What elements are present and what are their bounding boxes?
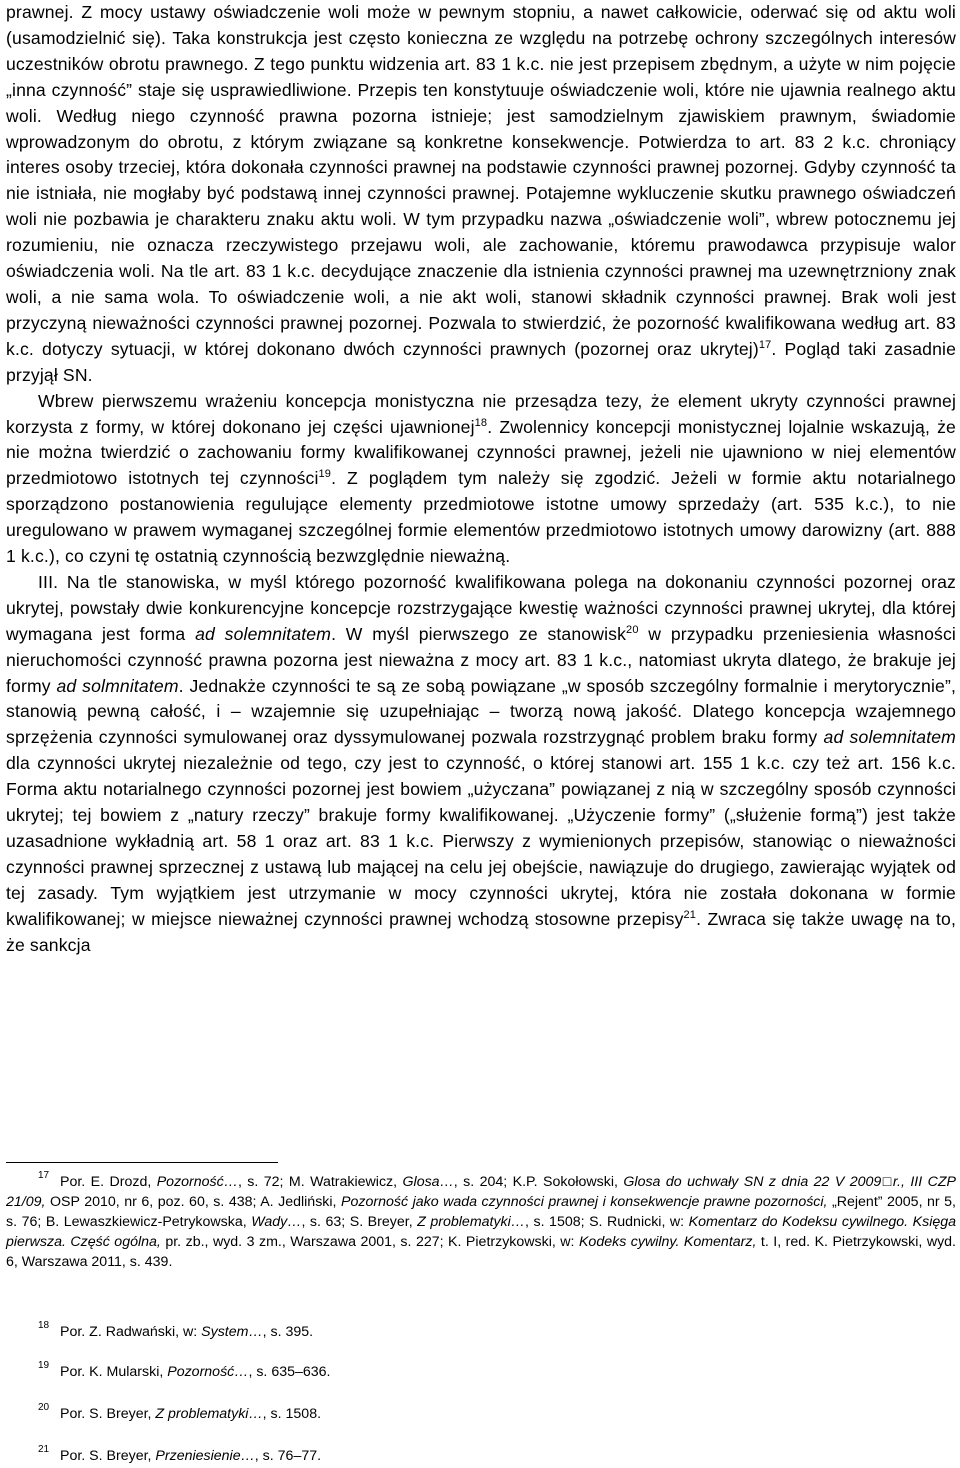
main-text	[6, 0, 956, 959]
paragraph-3-text-a: III. Na tle stanowiska, w myśl którego pozorność kwalifikowana polega na dokonaniu czynności pozornej oraz ukrytej, powstały dwie konkurencyjne koncepcje rozstrzygające kwestię ważności czynności prawnej ukrytej, dla której wymagana jest forma	[6, 571, 956, 644]
footnote-number: 19	[38, 1360, 50, 1371]
paragraph-3	[6, 570, 956, 959]
footnote-segment: , s. 635–636.	[248, 1364, 331, 1380]
footnote-italic: Pozorność jako wada czynności prawnej i konsekwencje prawne pozorności,	[341, 1194, 828, 1211]
footnote-segment: Por. Z. Radwański, w:	[60, 1324, 202, 1340]
footnote-ref-19[interactable]: 19	[318, 468, 332, 481]
paragraph-3-italic-3: ad solemnitatem	[823, 727, 956, 748]
footnote-number: 21	[38, 1444, 50, 1455]
footnote-italic: Kodeks cywilny. Komentarz,	[578, 1234, 757, 1251]
footnote-text	[6, 1446, 956, 1466]
paragraph-1-tail: . Pogląd taki zasadnie przyjął SN.	[6, 338, 956, 385]
footnote-italic: Przeniesienie…	[155, 1448, 255, 1464]
footnote-italic: Pozorność…	[167, 1364, 249, 1380]
paragraph-2-text-c: . Z poglądem tym należy się zgodzić. Jeżeli w formie aktu notarialnego sporządzono postanowienia regulujące elementy przedmiotowe istotne umowy sprzedaży (art. 535 k.c.), to nie uregulowano w prawem wymaganej szczególnej formie elementów przedmiotowo istotnych umowy darowizny (art. 888 1 k.c.), co czyni tę ostatnią czynnością bezwzględnie nieważną.	[6, 468, 956, 567]
footnote-segment: , s. 72; M. Watrakiewicz,	[237, 1174, 403, 1190]
footnote-italic: Z problematyki…	[155, 1406, 263, 1422]
paragraph-3-text-e: dla czynności ukrytej niezależnie od tego, czy jest to czynność, o której stanowi art. 155 1 k.c. czy też art. 156 k.c. Forma aktu notarialnego czynności pozornej jest bowiem „użyczana” powiązanej z nią w szczególny sposób czynności ukrytej; tej bowiem z „natury rzeczy” brakuje formy kwalifikowanej. „Użyczenie formy” („służenie formą”) jest także uzasadnione wykładnią art. 58 1 oraz art. 83 1 k.c. Pierwszy z wymienionych przepisów, stanowiąc o nieważności czynności prawnej sprzecznej z ustawą lub mającej na celu jej obejście, nawiązuje do drugiego, zawierając wyjątek od tej zasady. Tym wyjątkiem jest utrzymanie w mocy czynności ukrytej, która nie została dokonana w formie kwalifikowanej; w miejsce nieważnej czynności prawnej wchodzą stosowne przepisy	[6, 753, 956, 929]
footnote-text	[6, 1404, 956, 1424]
footnote-19	[6, 1362, 956, 1382]
footnote-italic: Z problematyki…	[417, 1214, 525, 1231]
footnote-segment: , s. 1508; S. Rudnicki, w:	[525, 1214, 689, 1231]
footnote-italic: Glosa…	[402, 1174, 454, 1190]
paragraph-2	[6, 389, 956, 570]
footnote-italic: Wady…	[251, 1214, 302, 1231]
footnote-20	[6, 1404, 956, 1424]
paragraph-2-text-a: Wbrew pierwszemu wrażeniu koncepcja monistyczna nie przesądza tezy, że element ukryty czynności prawnej korzysta z formy, w której dokonano jej części ujawnionej	[6, 390, 956, 437]
footnote-segment: , s. 204; K.P. Sokołowski,	[453, 1174, 624, 1190]
footnote-text	[6, 1322, 956, 1342]
footnote-segment: Por. S. Breyer,	[60, 1448, 156, 1464]
footnote-segment: , s. 76–77.	[254, 1448, 322, 1464]
footnote-number: 17	[38, 1170, 50, 1181]
paragraph-3-text-d: . Jednakże czynności te są ze sobą powiązane „w sposób szczególny formalnie i merytorycznie”, stanowią pewną całość, i – wzajemnie się uzupełniając – tworzą nową jakość. Dlatego koncepcja wzajemnego sprzężenia czynności symulowanej oraz dyssymulowanej pozwala rozstrzygnąć problem braku formy	[6, 675, 956, 748]
footnote-number: 18	[38, 1320, 50, 1331]
footnote-italic: Pozorność…	[156, 1174, 238, 1190]
paragraph-3-italic-2: ad solmnitatem	[56, 675, 179, 696]
footnote-italic: Komentarz do Kodeksu cywilnego. Księga pierwsza. Część ogólna,	[6, 1214, 957, 1251]
footnote-segment: , s. 395.	[262, 1324, 314, 1340]
footnote-ref-20[interactable]: 20	[626, 623, 639, 636]
paragraph-2-text-b: . Zwolennicy koncepcji monistycznej lojalnie wskazują, że nie można twierdzić o zachowaniu formy kwalifikowanej czynności prawnej, jeżeli nie ujawniono w niej elementów przedmiotowo istotnych tej czynności	[6, 416, 956, 489]
footnote-italic: System…	[201, 1324, 263, 1340]
footnote-ref-17[interactable]: 17	[758, 338, 772, 351]
footnote-text	[6, 1362, 956, 1382]
footnote-segment: , s. 63; S. Breyer,	[301, 1214, 418, 1231]
document-page	[6, 0, 956, 959]
footnote-segment: t. I, red. K. Pietrzykowski, wyd. 6, Warszawa 2011, s. 439.	[6, 1234, 956, 1271]
footnote-17	[6, 1172, 956, 1272]
paragraph-1-text: prawnej. Z mocy ustawy oświadczenie woli może w pewnym stopniu, a nawet całkowicie, oderwać się od aktu woli (usamodzielnić się). Taka konstrukcja jest często konieczna ze względu na potrzebę ochrony szczególnych interesów uczestników obrotu prawnego. Z tego punktu widzenia art. 83 1 k.c. nie jest przepisem zbędnym, a użyte w nim pojęcie „inna czynność” staje się usprawiedliwione. Przepis ten konstytuuje oświadczenie woli, które nie ujawnia realnego aktu woli. Według niego czynność prawna pozorna istnieje; jest samodzielnym zjawiskiem prawnym, świadomie wprowadzonym do obrotu, z którym związane są konkretne konsekwencje. Potwierdza to art. 83 2 k.c. chroniący interes osoby trzeciej, która dokonała czynności prawnej na podstawie czynności prawnej pozornej. Gdyby czynność ta nie istniała, nie mogłaby być podstawą innej czynności prawnej. Potajemne wykluczenie skutku prawnego oświadczeń woli nie pozbawia je charakteru znaku aktu woli. W tym przypadku nazwa „oświadczenie woli”, wbrew potocznemu jej rozumieniu, nie oznacza rzeczywistego przejawu woli, ale zachowanie, któremu prawodawca przypisuje walor oświadczenia woli. Na tle art. 83 1 k.c. decydujące znaczenie dla istnienia czynności prawnej ma uzewnętrzniony znak woli, a nie sama wola. To oświadczenie woli, a nie akt woli, stanowi składnik czynności prawnej. Brak woli jest przyczyną nieważności czynności prawnej pozornej. Pozwala to stwierdzić, że pozorność kwalifikowana według art. 83 k.c. dotyczy sytuacji, w której dokonano dwóch czynności prawnych (pozornej oraz ukrytej)	[6, 2, 956, 359]
footnote-ref-21[interactable]: 21	[683, 908, 697, 921]
footnote-number: 20	[38, 1402, 50, 1413]
paragraph-3-text-b: . W myśl pierwszego ze stanowisk	[331, 623, 627, 644]
paragraph-3-text-c: w przypadku przeniesienia własności nieruchomości czynność prawna pozorna jest nieważna z mocy art. 83 1 k.c., natomiast ukryta dlatego, że brakuje jej formy	[6, 623, 956, 696]
paragraph-3-italic-1: ad solemnitatem	[195, 623, 332, 644]
footnote-segment: Por. S. Breyer,	[60, 1406, 156, 1422]
paragraph-3-text-f: . Zwraca się także uwagę na to, że sankcja	[6, 908, 956, 955]
footnote-21	[6, 1446, 956, 1466]
footnote-segment: „Rejent” 2005, nr 5, s. 76; B. Lewaszkiewicz-Petrykowska,	[6, 1194, 956, 1231]
footnote-segment: , s. 1508.	[262, 1406, 322, 1422]
footnote-segment: OSP 2010, nr 6, poz. 60, s. 438; A. Jedliński,	[45, 1194, 342, 1211]
footnote-segment: Por. E. Drozd,	[60, 1174, 157, 1190]
footnote-18	[6, 1322, 956, 1342]
footnote-italic: Glosa do uchwały SN z dnia 22 V 2009□r., III CZP 21/09,	[6, 1174, 956, 1211]
paragraph-1	[6, 0, 956, 389]
footnote-separator	[6, 1162, 278, 1163]
footnote-ref-18[interactable]: 18	[474, 416, 488, 429]
footnote-segment: pr. zb., wyd. 3 zm., Warszawa 2001, s. 227; K. Pietrzykowski, w:	[160, 1234, 579, 1251]
footnote-segment: Por. K. Mularski,	[60, 1364, 168, 1380]
footnote-text	[6, 1172, 956, 1272]
